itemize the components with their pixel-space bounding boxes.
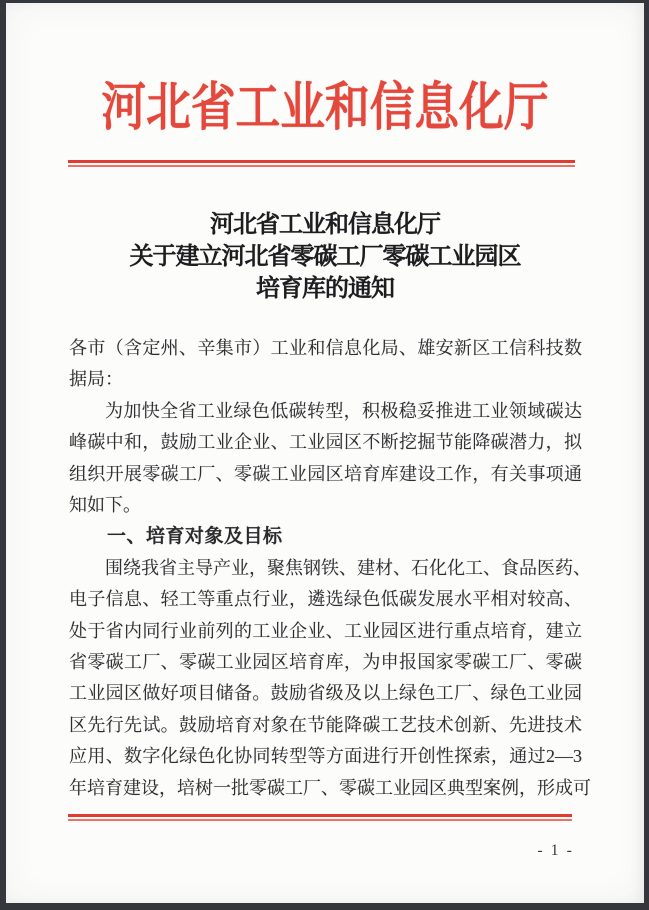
body-line: 年培育建设，培树一批零碳工厂、零碳工业园区典型案例，形成可: [69, 777, 591, 798]
body-line: 围绕我省主导产业，聚焦钢铁、建材、石化化工、食品医药、: [105, 557, 591, 578]
body-line: 区先行先试。鼓励培育对象在节能降碳工艺技术创新、先进技术: [69, 714, 582, 735]
body-line: 知如下。: [69, 495, 141, 516]
letterhead-divider-line: [68, 160, 575, 167]
body-line: 处于省内同行业前列的工业企业、工业园区进行重点培育，建立: [69, 620, 582, 641]
footer-divider-line: [68, 814, 572, 821]
body-line: 为加快全省工业绿色低碳转型，积极稳妥推进工业领域碳达: [105, 400, 582, 421]
body-line: 一、培育对象及目标: [107, 526, 283, 548]
body-line: 工业园区做好项目储备。鼓励省级及以上绿色工厂、绿色工业园: [69, 683, 582, 704]
document-title: [6, 209, 644, 305]
body-line: 应用、数字化绿色化协同转型等方面进行开创性探索，通过2—3: [69, 746, 582, 767]
paper-sheet: [6, 3, 644, 903]
document-body: [69, 333, 591, 804]
document-title-line-2: 关于建立河北省零碳工厂零碳工业园区: [129, 244, 521, 270]
document-title-line-3: 培育库的通知: [256, 276, 394, 302]
body-line: 各市（含定州、辛集市）工业和信息化局、雄安新区工信科技数: [69, 338, 582, 358]
letterhead-title: 河北省工业和信息化厅: [101, 80, 549, 137]
body-line: 峰碳中和，鼓励工业企业、工业园区不断挖掘节能降碳潜力，拟: [69, 432, 582, 453]
body-line: 省零碳工厂、零碳工业园区培育库，为申报国家零碳工厂、零碳: [69, 652, 582, 673]
body-line: 电子信息、轻工等重点行业，遴选绿色低碳发展水平相对较高、: [69, 589, 582, 610]
body-line: 组织开展零碳工厂、零碳工业园区培育库建设工作，有关事项通: [69, 463, 582, 484]
body-line: 据局：: [69, 369, 123, 390]
document-title-line-1: 河北省工业和信息化厅: [210, 212, 440, 238]
page-number: - 1 -: [537, 842, 574, 859]
